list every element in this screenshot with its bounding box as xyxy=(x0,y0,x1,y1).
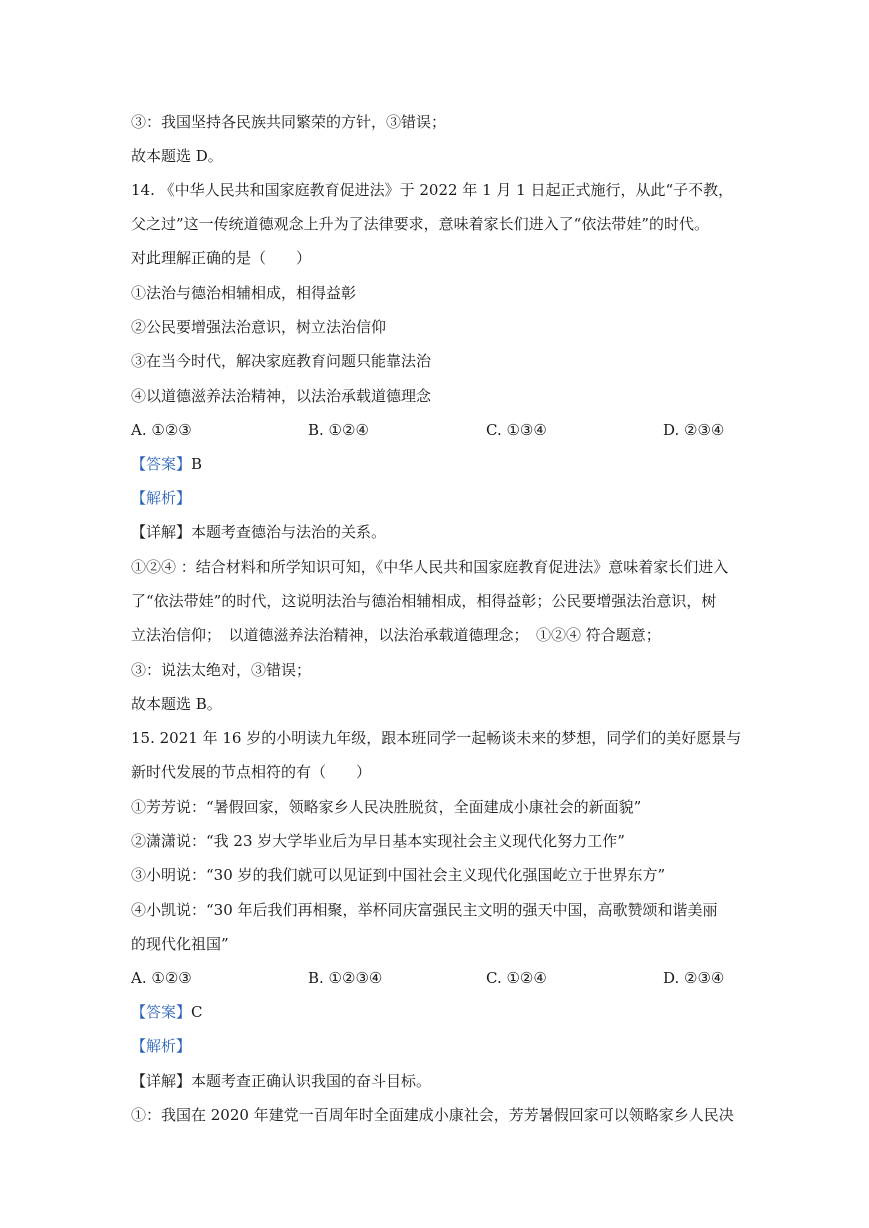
option-c: C. ①②④ xyxy=(486,969,547,987)
answer-line xyxy=(131,454,202,474)
statement-item: ④小凯说：“30 年后我们再相聚，举杯同庆富强民主文明的强天中国，高歌赞颂和谐美丽 xyxy=(131,901,718,919)
explanation-line: 故本题选 B。 xyxy=(131,695,222,713)
statement-item: ④以道德滋养法治精神，以法治承载道德理念 xyxy=(131,387,432,405)
explanation-line: 立法治信仰； 以道德滋养法治精神，以法治承载道德理念； ①②④ 符合题意； xyxy=(131,626,661,644)
statement-item: ①法治与德治相辅相成，相得益彰 xyxy=(131,284,357,302)
statement-item: ①芳芳说：“暑假回家，领略家乡人民决胜脱贫，全面建成小康社会的新面貌” xyxy=(131,798,642,816)
question-15-stem: 新时代发展的节点相符的有（ ） xyxy=(131,763,372,781)
answer-line xyxy=(131,1002,203,1022)
text-line: ③：我国坚持各民族共同繁荣的方针，③错误； xyxy=(131,113,447,131)
option-d: D. ②③④ xyxy=(663,969,725,987)
detail-line xyxy=(131,1071,431,1091)
analysis-tag: 【解析】 xyxy=(131,1037,192,1055)
question-14-stem: 14. 《中华人民共和国家庭教育促进法》于 2022 年 1 月 1 日起正式施行，从此“子不教， xyxy=(131,181,734,199)
detail-text: 本题考查正确认识我国的奋斗目标。 xyxy=(191,1072,432,1090)
option-a: A. ①②③ xyxy=(131,421,192,439)
statement-item: ③在当今时代，解决家庭教育问题只能靠法治 xyxy=(131,352,432,370)
answer-tag: 【答案】 xyxy=(131,455,192,473)
option-b: B. ①②③④ xyxy=(308,969,383,987)
question-14-stem: 对此理解正确的是（ ） xyxy=(131,249,312,267)
question-15-stem: 15. 2021 年 16 岁的小明读九年级，跟本班同学一起畅谈未来的梦想，同学们的美好愿景与 xyxy=(131,729,742,747)
statement-item: ②潇潇说：“我 23 岁大学毕业后为早日基本实现社会主义现代化努力工作” xyxy=(131,832,625,850)
statement-item: ③小明说：“30 岁的我们就可以见证到中国社会主义现代化强国屹立于世界东方” xyxy=(131,866,666,884)
statement-item: ②公民要增强法治意识，树立法治信仰 xyxy=(131,318,387,336)
option-c: C. ①③④ xyxy=(486,421,547,439)
explanation-line: ①②④ ：结合材料和所学知识可知，《中华人民共和国家庭教育促进法》意味着家长们进入 xyxy=(131,558,729,576)
explanation-line: ③：说法太绝对，③错误； xyxy=(131,661,312,679)
analysis-tag: 【解析】 xyxy=(131,489,192,507)
explanation-line: ①：我国在 2020 年建党一百周年时全面建成小康社会，芳芳暑假回家可以领略家乡人民决 xyxy=(131,1106,734,1124)
detail-line xyxy=(131,522,386,542)
answer-tag: 【答案】 xyxy=(131,1003,192,1021)
answer-value: B xyxy=(191,455,203,473)
detail-tag: 【详解】 xyxy=(131,1072,192,1090)
explanation-line: 了“依法带娃”的时代，这说明法治与德治相辅相成，相得益彰；公民要增强法治意识，树 xyxy=(131,592,717,610)
detail-text: 本题考查德治与法治的关系。 xyxy=(191,523,387,541)
option-a: A. ①②③ xyxy=(131,969,192,987)
option-b: B. ①②④ xyxy=(308,421,369,439)
question-14-stem: 父之过”这一传统道德观念上升为了法律要求，意味着家长们进入了“依法带娃”的时代。 xyxy=(131,215,710,233)
text-line: 故本题选 D。 xyxy=(131,147,223,165)
answer-value: C xyxy=(191,1003,203,1021)
detail-tag: 【详解】 xyxy=(131,523,192,541)
option-d: D. ②③④ xyxy=(663,421,725,439)
statement-item-continued: 的现代化祖国” xyxy=(131,935,229,953)
